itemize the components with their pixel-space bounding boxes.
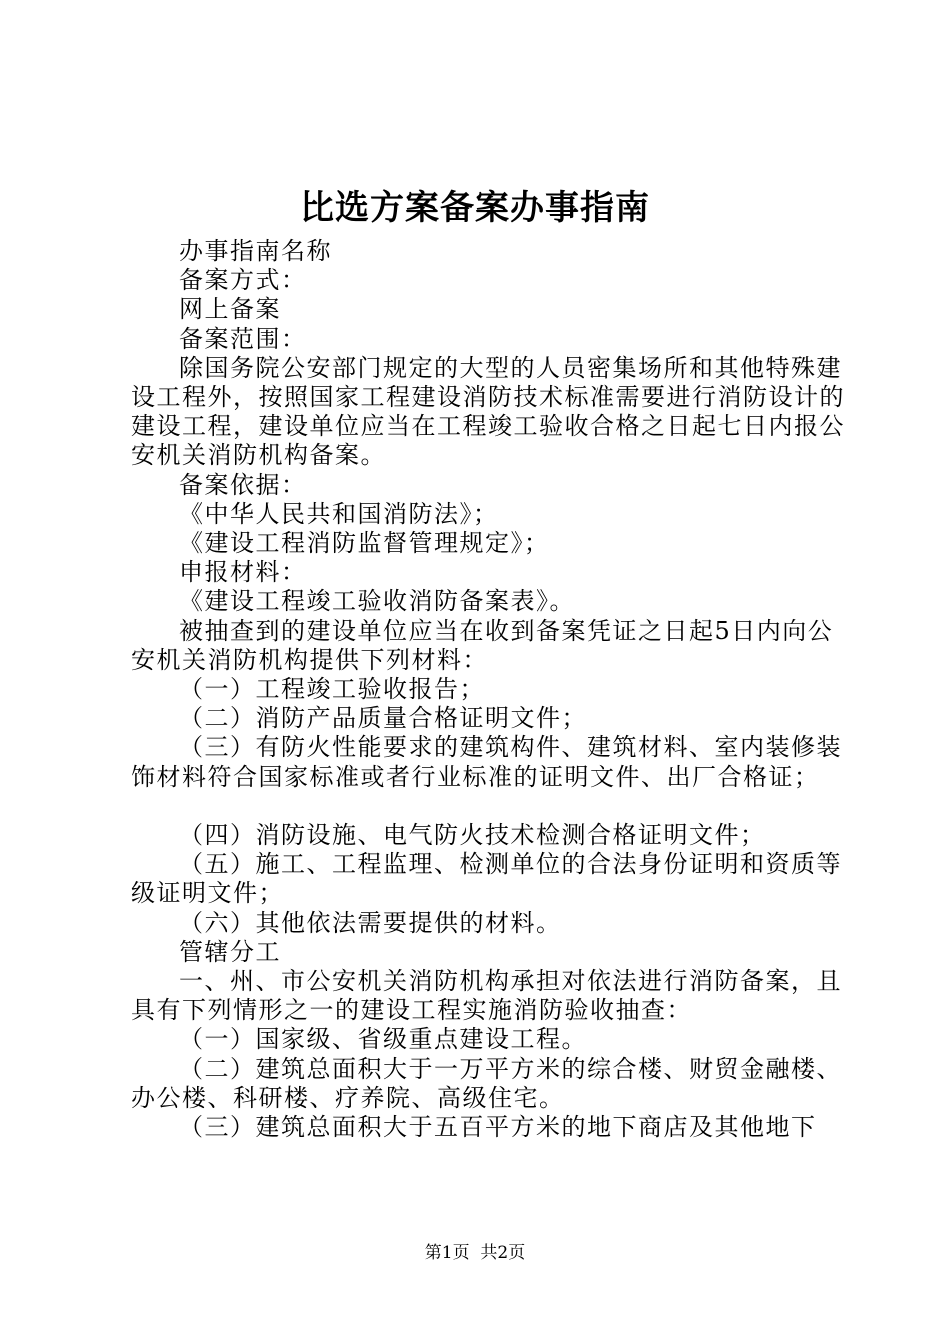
- paragraph: 《建设工程消防监督管理规定》；: [179, 529, 550, 558]
- paragraph: （三）有防火性能要求的建筑构件、建筑材料、室内装修装饰材料符合国家标准或者行业标准的证明文件、出厂合格证；: [131, 733, 842, 791]
- paragraph: （二）消防产品质量合格证明文件；: [179, 704, 587, 733]
- paragraph: （一）工程竣工验收报告；: [179, 675, 485, 704]
- paragraph: （三）建筑总面积大于五百平方米的地下商店及其他地下: [179, 1113, 817, 1142]
- paragraph: 一、州、市公安机关消防机构承担对依法进行消防备案，且具有下列情形之一的建设工程实施消防验收抽查：: [131, 967, 842, 1025]
- paragraph: 被抽查到的建设单位应当在收到备案凭证之日起5日内向公安机关消防机构提供下列材料：: [131, 616, 834, 674]
- page-number: 第1页: [424, 1243, 470, 1263]
- paragraph: 网上备案: [179, 295, 281, 324]
- paragraph: （六）其他依法需要提供的材料。: [179, 908, 562, 937]
- paragraph: （二）建筑总面积大于一万平方米的综合楼、财贸金融楼、办公楼、科研楼、疗养院、高级住宅。: [131, 1054, 842, 1112]
- page-footer: [0, 1242, 950, 1264]
- paragraph: 《建设工程竣工验收消防备案表》。: [179, 587, 575, 616]
- document-body: [131, 237, 851, 1142]
- paragraph: （四）消防设施、电气防火技术检测合格证明文件；: [179, 821, 766, 850]
- paragraph: 备案方式：: [179, 266, 307, 295]
- page-total: 共2页: [480, 1243, 526, 1263]
- paragraph: 《中华人民共和国消防法》；: [179, 499, 499, 528]
- paragraph: 备案范围：: [179, 324, 307, 353]
- paragraph: （一）国家级、省级重点建设工程。: [179, 1025, 587, 1054]
- paragraph: 除国务院公安部门规定的大型的人员密集场所和其他特殊建设工程外，按照国家工程建设消防技术标准需要进行消防设计的建设工程，建设单位应当在工程竣工验收合格之日起七日内报公安机关消防机构备案。: [131, 353, 845, 470]
- paragraph: 申报材料：: [179, 558, 307, 587]
- paragraph: （五）施工、工程监理、检测单位的合法身份证明和资质等级证明文件；: [131, 850, 842, 908]
- blank-line: [131, 792, 851, 821]
- paragraph: 管辖分工: [179, 937, 281, 966]
- document-title: 比选方案备案办事指南: [300, 188, 650, 228]
- paragraph: 办事指南名称: [179, 237, 332, 265]
- footer-separator: [470, 1243, 481, 1263]
- paragraph: 备案依据：: [179, 470, 307, 499]
